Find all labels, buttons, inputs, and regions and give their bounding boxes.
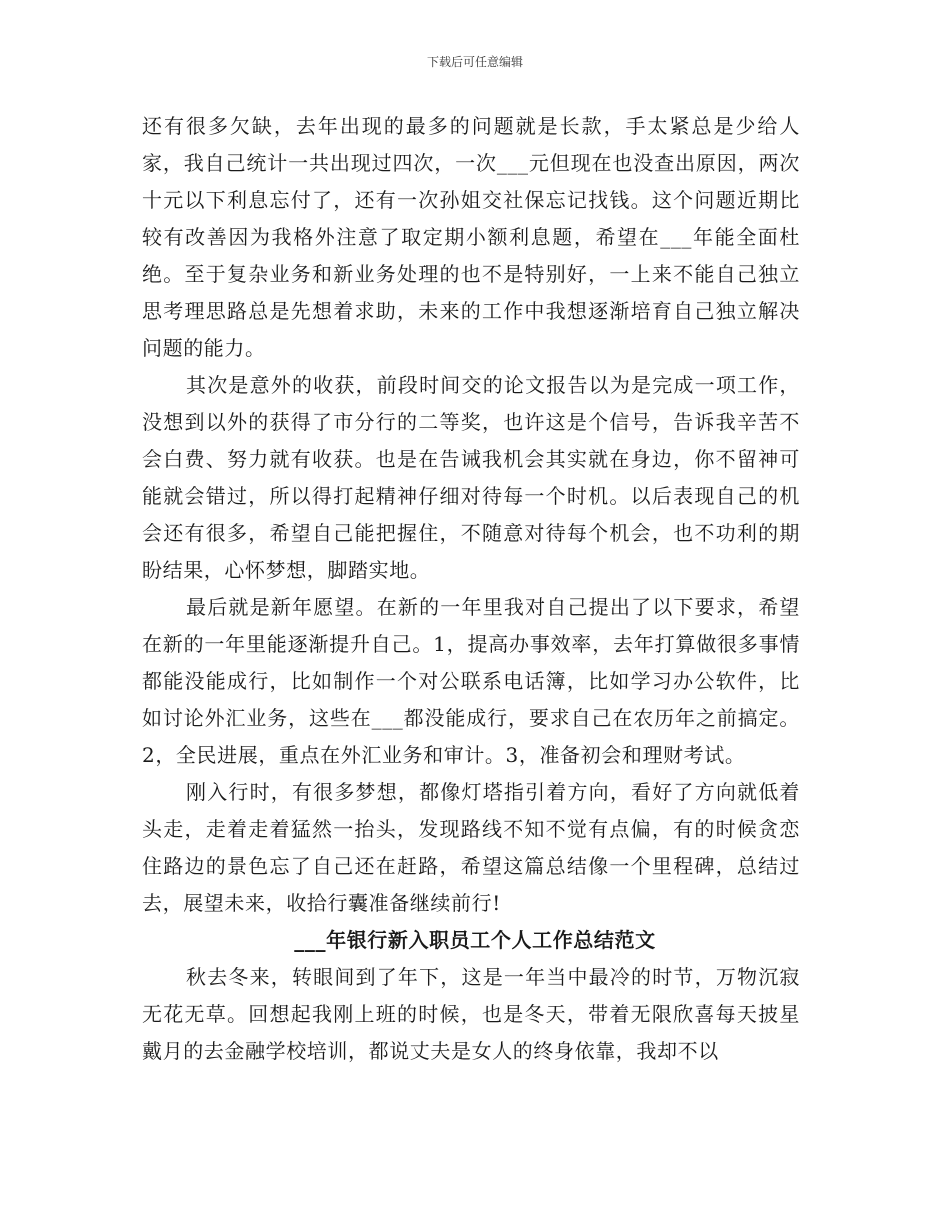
page-header-note: 下载后可任意编辑	[426, 55, 523, 69]
paragraph-unexpected-gain: 其次是意外的收获，前段时间交的论文报告以为是完成一项工作，没想到以外的获得了市分行的二等奖，也许这是个信号，告诉我辛苦不会白费、努力就有收获。也是在告诫我机会其实就在身边，你不留神可能就会错过，所以得打起精神仔细对待每一个时机。以后表现自己的机会还有很多，希望自己能把握住，不随意对待每个机会，也不功利的期盼结果，心怀梦想，脚踏实地。	[142, 373, 800, 582]
paragraph-new-year-wishes: 最后就是新年愿望。在新的一年里我对自己提出了以下要求，希望在新的一年里能逐渐提升自己。1，提高办事效率，去年打算做很多事情都能没能成行，比如制作一个对公联系电话簿，比如学习办公软件，比如讨论外汇业务，这些在___都没能成行，要求自己在农历年之前搞定。2，全民进展，重点在外汇业务和审计。3，准备初会和理财考试。	[142, 595, 800, 767]
paragraph-section-intro: 秋去冬来，转眼间到了年下，这是一年当中最冷的时节，万物沉寂无花无草。回想起我刚上班的时候，也是冬天，带着无限欣喜每天披星戴月的去金融学校培训，都说丈夫是女人的终身依靠，我却不以	[142, 965, 800, 1063]
document-body	[142, 108, 800, 1070]
paragraph-continued: 还有很多欠缺，去年出现的最多的问题就是长款，手太紧总是少给人家，我自己统计一共出现过四次，一次___元但现在也没查出原因，两次十元以下利息忘付了，还有一次孙姐交社保忘记找钱。这个问题近期比较有改善因为我格外注意了取定期小额利息题，希望在___年能全面杜绝。至于复杂业务和新业务处理的也不是特别好，一上来不能自己独立思考理思路总是先想着求助，未来的工作中我想逐渐培育自己独立解决问题的能力。	[142, 114, 800, 360]
paragraph-closing: 刚入行时，有很多梦想，都像灯塔指引着方向，看好了方向就低着头走，走着走着猛然一抬头，发现路线不知不觉有点偏，有的时候贪恋住路边的景色忘了自己还在赶路，希望这篇总结像一个里程碑，总结过去，展望未来，收拾行囊准备继续前行!	[142, 780, 800, 915]
section-title: ___年银行新入职员工个人工作总结范文	[294, 928, 656, 952]
